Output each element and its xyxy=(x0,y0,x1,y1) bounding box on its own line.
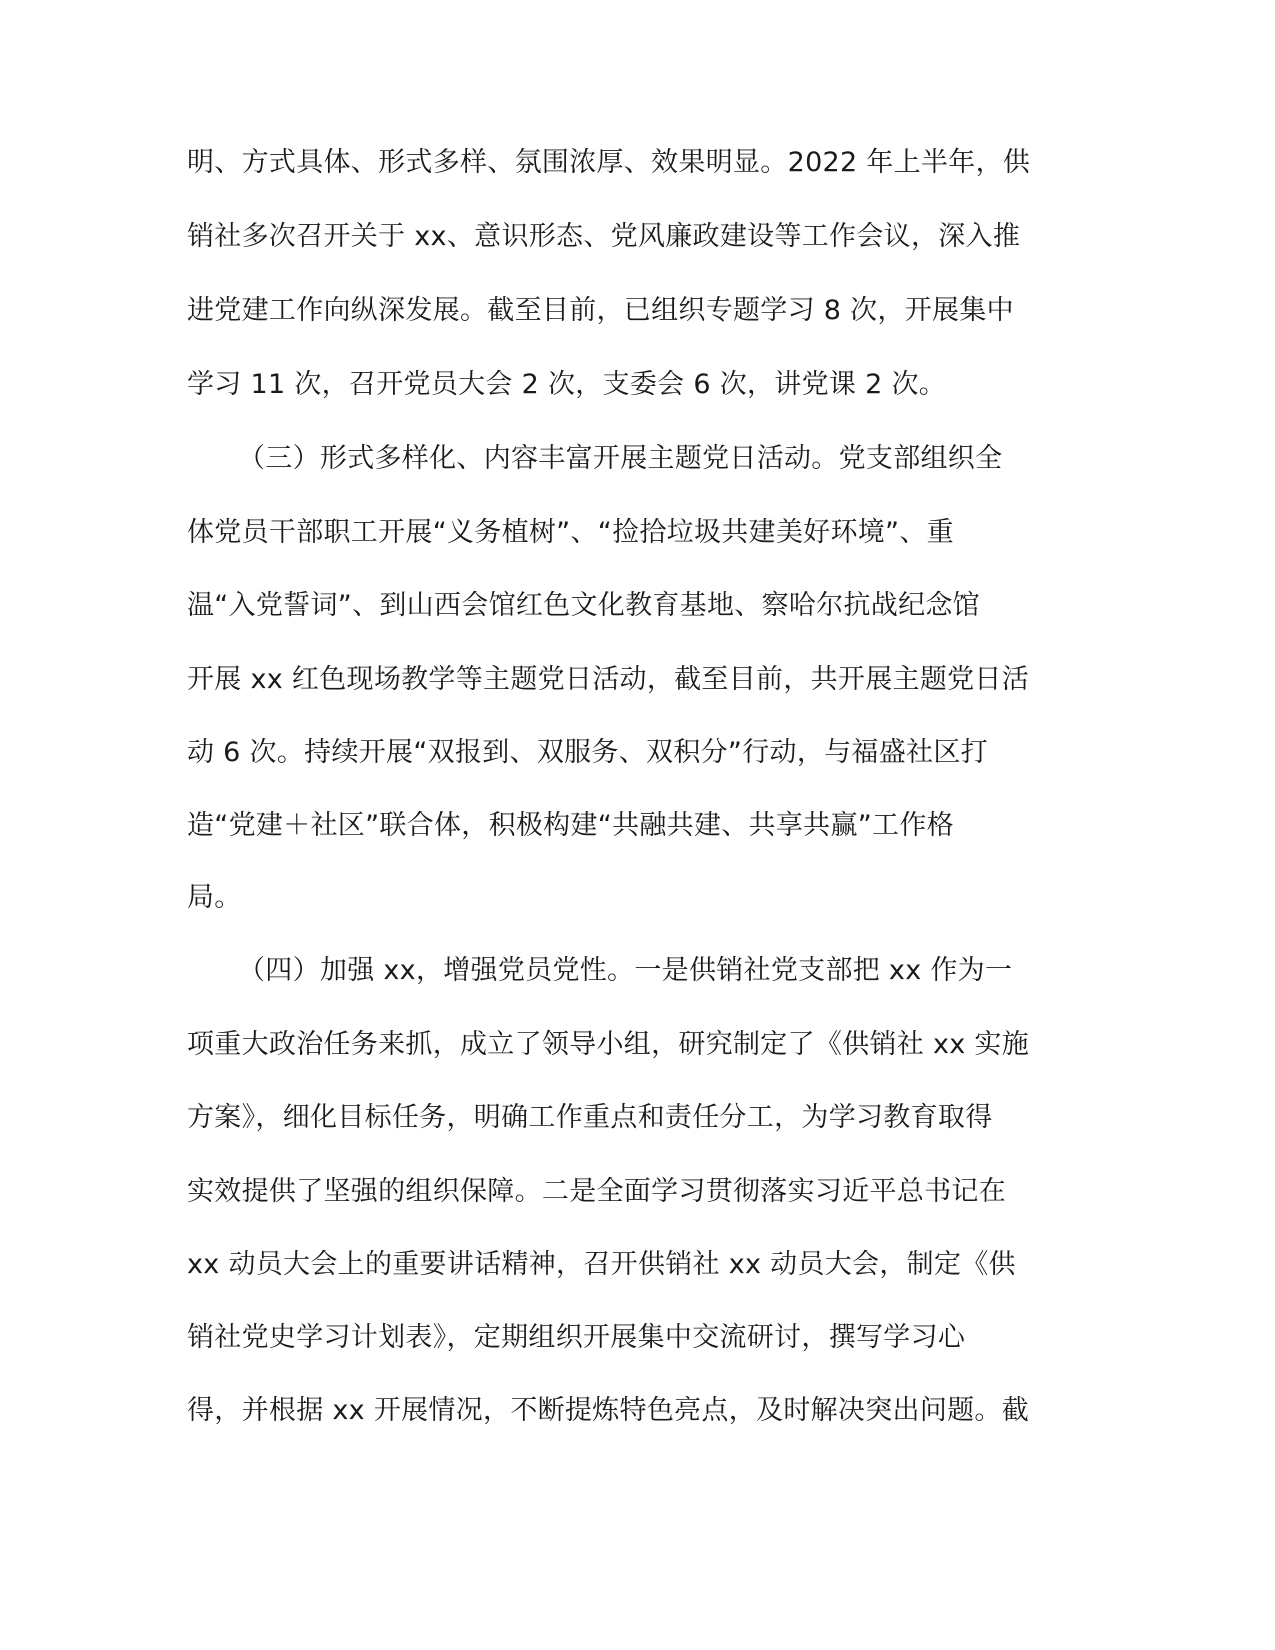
text-line: 实效提供了坚强的组织保障。二是全面学习贯彻落实习近平总书记在 xyxy=(187,1176,1006,1207)
paragraph-heading-three: （三）形式多样化、内容丰富开展主题党日活动。党支部组织全 xyxy=(238,443,1003,474)
text-line: 方案》，细化目标任务，明确工作重点和责任分工，为学习教育取得 xyxy=(187,1102,993,1133)
text-line: 得，并根据 xx 开展情况，不断提炼特色亮点，及时解决突出问题。截 xyxy=(187,1395,1030,1426)
text-line: 体党员干部职工开展“义务植树”、“捡拾垃圾共建美好环境”、重 xyxy=(187,517,954,548)
text-line: 开展 xx 红色现场教学等主题党日活动，截至目前，共开展主题党日活 xyxy=(187,664,1030,695)
text-line: 销社党史学习计划表》，定期组织开展集中交流研讨，撰写学习心 xyxy=(187,1322,966,1353)
paragraph-heading-four: （四）加强 xx，增强党员党性。一是供销社党支部把 xx 作为一 xyxy=(238,955,1013,986)
text-line: 温“入党誓词”、到山西会馆红色文化教育基地、察哈尔抗战纪念馆 xyxy=(187,590,980,621)
text-line: 进党建工作向纵深发展。截至目前，已组织专题学习 8 次，开展集中 xyxy=(187,295,1014,326)
text-line: 销社多次召开关于 xx、意识形态、党风廉政建设等工作会议，深入推 xyxy=(187,221,1021,252)
text-line: 项重大政治任务来抓，成立了领导小组，研究制定了《供销社 xx 实施 xyxy=(187,1029,1030,1060)
text-line: 造“党建＋社区”联合体，积极构建“共融共建、共享共赢”工作格 xyxy=(187,810,954,841)
text-line: 动 6 次。持续开展“双报到、双服务、双积分”行动，与福盛社区打 xyxy=(187,737,988,768)
text-line: 局。 xyxy=(187,882,242,913)
text-line: xx 动员大会上的重要讲话精神，召开供销社 xx 动员大会，制定《供 xyxy=(187,1249,1016,1280)
text-line: 学习 11 次，召开党员大会 2 次，支委会 6 次，讲党课 2 次。 xyxy=(187,369,947,400)
text-line: 明、方式具体、形式多样、氛围浓厚、效果明显。2022 年上半年，供 xyxy=(187,147,1031,178)
